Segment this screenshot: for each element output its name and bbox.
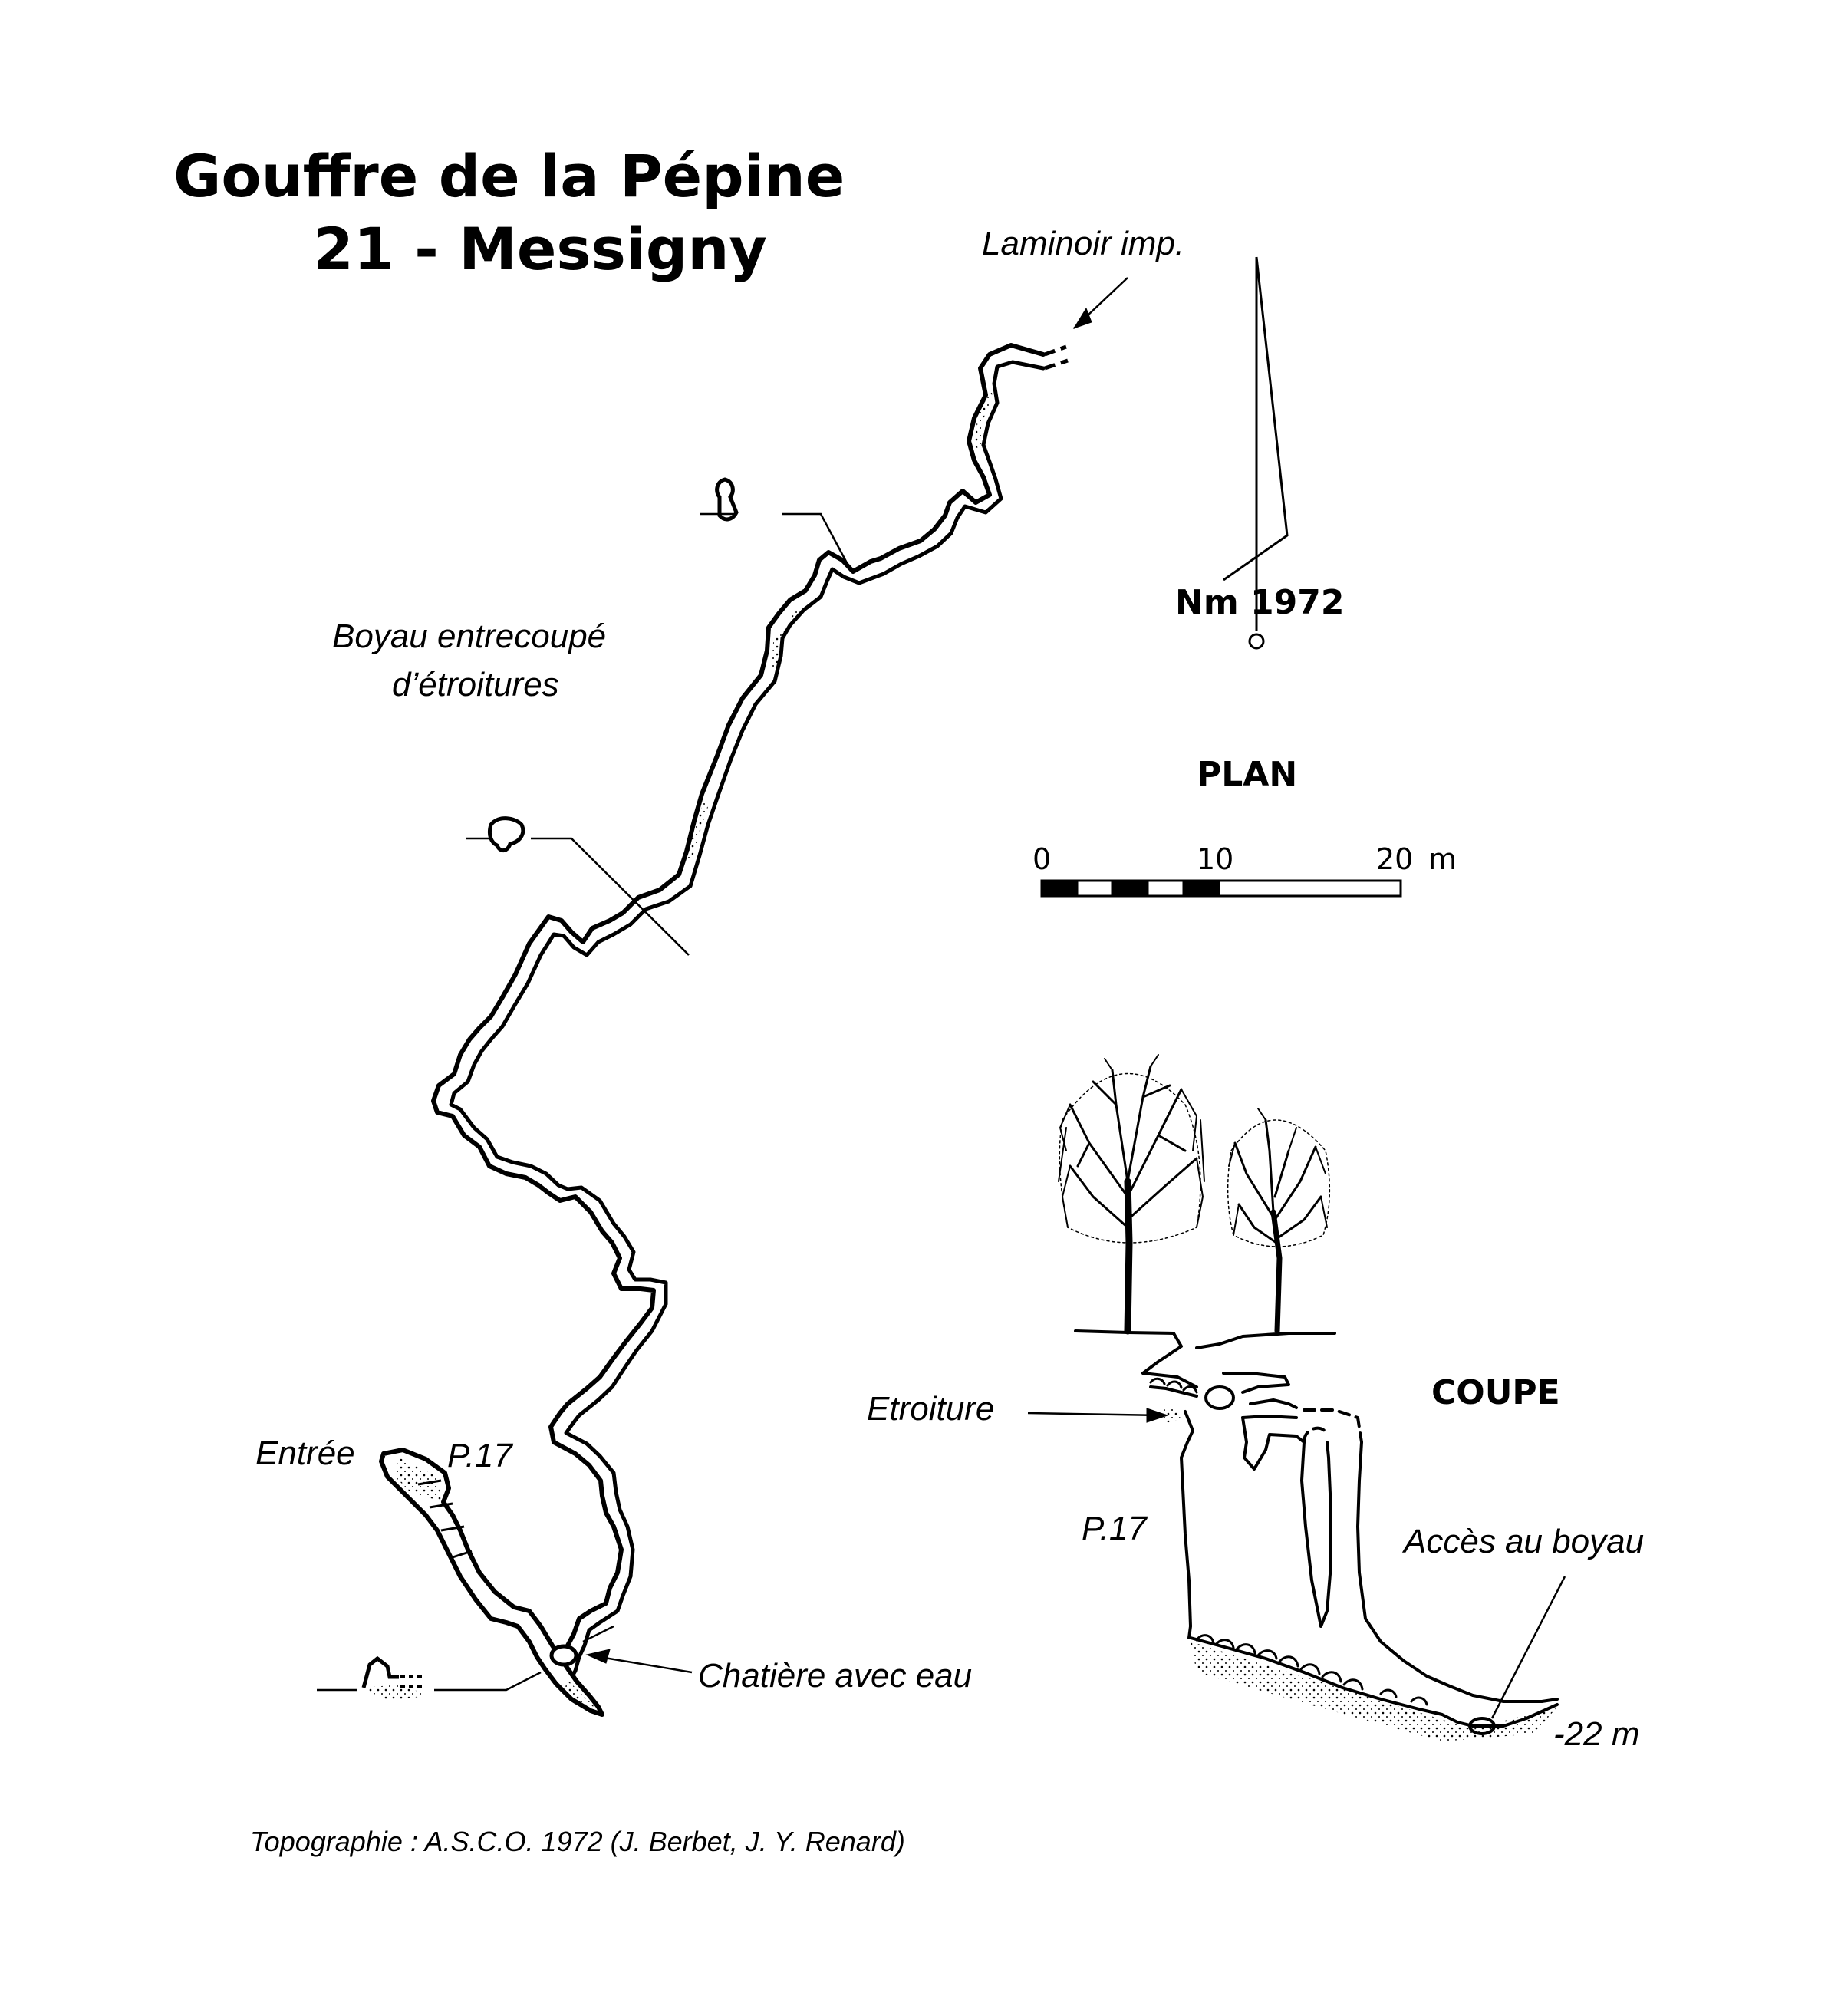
boyau-label-line-1: Boyau entrecoupé	[332, 618, 607, 655]
scale-tick-10: 10	[1197, 842, 1234, 876]
plan-label: PLAN	[1197, 755, 1298, 794]
credit-line: Topographie : A.S.C.O. 1972 (J. Berbet, J. Y. Renard)	[250, 1826, 905, 1857]
etroiture-arrow	[1028, 1408, 1168, 1422]
tree-left	[1059, 1055, 1204, 1331]
acces-leader	[1492, 1576, 1565, 1718]
scale-unit: m	[1428, 842, 1457, 876]
chatiere-arrow	[587, 1649, 692, 1672]
boyau-label-line-2: d’étroitures	[392, 666, 559, 703]
north-label: Nm 1972	[1175, 583, 1345, 622]
tree-right	[1228, 1108, 1330, 1331]
cross-section-markers	[317, 479, 851, 1701]
laminoir-arrow	[1045, 278, 1128, 368]
north-arrow	[1223, 257, 1287, 648]
scale-tick-20: 20	[1376, 842, 1414, 876]
chatiere-label: Chatière avec eau	[698, 1657, 973, 1695]
acces-label: Accès au boyau	[1404, 1523, 1645, 1560]
laminoir-label: Laminoir imp.	[982, 225, 1185, 262]
scale-bar	[1042, 881, 1401, 896]
title-line-1: Gouffre de la Pépine	[173, 142, 845, 210]
coupe-section	[1075, 1331, 1557, 1741]
plan-p17-label: P.17	[447, 1437, 512, 1474]
title-line-2: 21 - Messigny	[313, 215, 767, 283]
scale-tick-0: 0	[1032, 842, 1052, 876]
coupe-label: COUPE	[1431, 1373, 1560, 1412]
entree-label: Entrée	[255, 1435, 355, 1472]
etroiture-label: Etroiture	[867, 1390, 995, 1428]
coupe-p17-label: P.17	[1082, 1510, 1147, 1547]
plan-cave-passage	[433, 345, 1043, 1682]
plan-entrance-shaft	[381, 1450, 602, 1715]
depth-label: -22 m	[1553, 1715, 1640, 1753]
